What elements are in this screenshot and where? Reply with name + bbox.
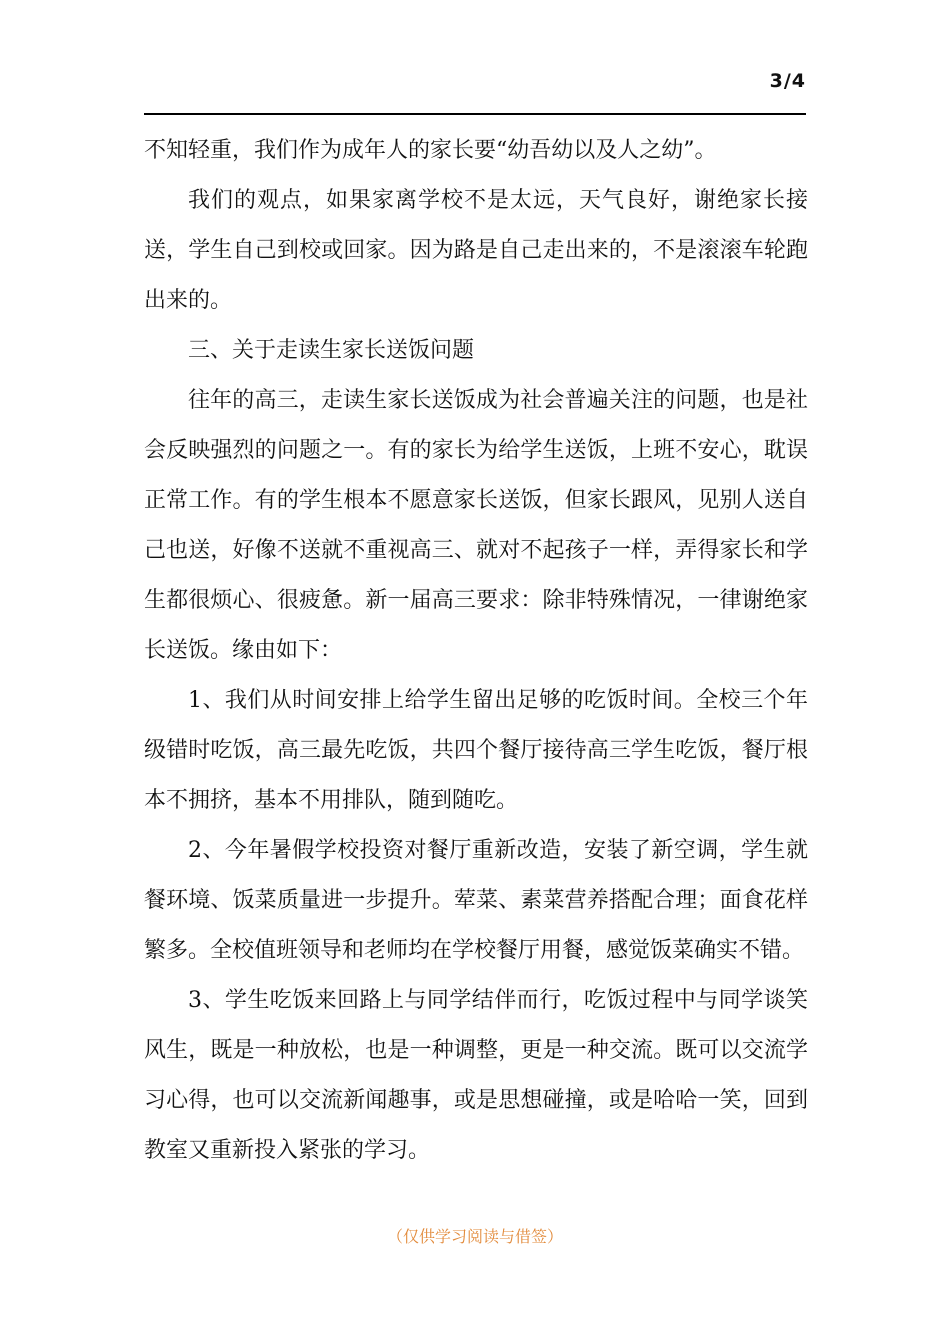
paragraph-reason-1: 1、我们从时间安排上给学生留出足够的吃饭时间。全校三个年级错时吃饭，高三最先吃饭，共四个餐厅接待高三学生吃饭，餐厅根本不拥挤，基本不用排队，随到随吃。 bbox=[144, 688, 808, 813]
paragraph-viewpoint: 我们的观点，如果家离学校不是太远，天气良好，谢绝家长接送，学生自己到校或回家。因为路是自己走出来的，不是滚滚车轮跑出来的。 bbox=[144, 188, 808, 313]
footer-note: （仅供学习阅读与借签） bbox=[386, 1227, 563, 1246]
document-body bbox=[144, 126, 808, 1176]
paragraph-reason-3: 3、学生吃饭来回路上与同学结伴而行，吃饭过程中与同学谈笑风生，既是一种放松，也是一种调整，更是一种交流。既可以交流学习心得，也可以交流新闻趣事，或是思想碰撞，或是哈哈一笑，回到教室又重新投入紧张的学习。 bbox=[144, 988, 808, 1163]
section-heading: 三、关于走读生家长送饭问题 bbox=[188, 338, 475, 363]
paragraph-meal-delivery: 往年的高三，走读生家长送饭成为社会普遍关注的问题，也是社会反映强烈的问题之一。有的家长为给学生送饭，上班不安心，耽误正常工作。有的学生根本不愿意家长送饭，但家长跟风，见别人送自己也送，好像不送就不重视高三、就对不起孩子一样，弄得家长和学生都很烦心、很疲惫。新一届高三要求：除非特殊情况，一律谢绝家长送饭。缘由如下： bbox=[144, 388, 808, 663]
paragraph-continuation: 不知轻重，我们作为成年人的家长要“幼吾幼以及人之幼”。 bbox=[144, 138, 717, 163]
header-divider bbox=[144, 113, 806, 115]
paragraph-reason-2: 2、今年暑假学校投资对餐厅重新改造，安装了新空调，学生就餐环境、饭菜质量进一步提升。荤菜、素菜营养搭配合理；面食花样繁多。全校值班领导和老师均在学校餐厅用餐，感觉饭菜确实不错。 bbox=[144, 838, 808, 963]
page-number: 3/4 bbox=[769, 70, 806, 92]
